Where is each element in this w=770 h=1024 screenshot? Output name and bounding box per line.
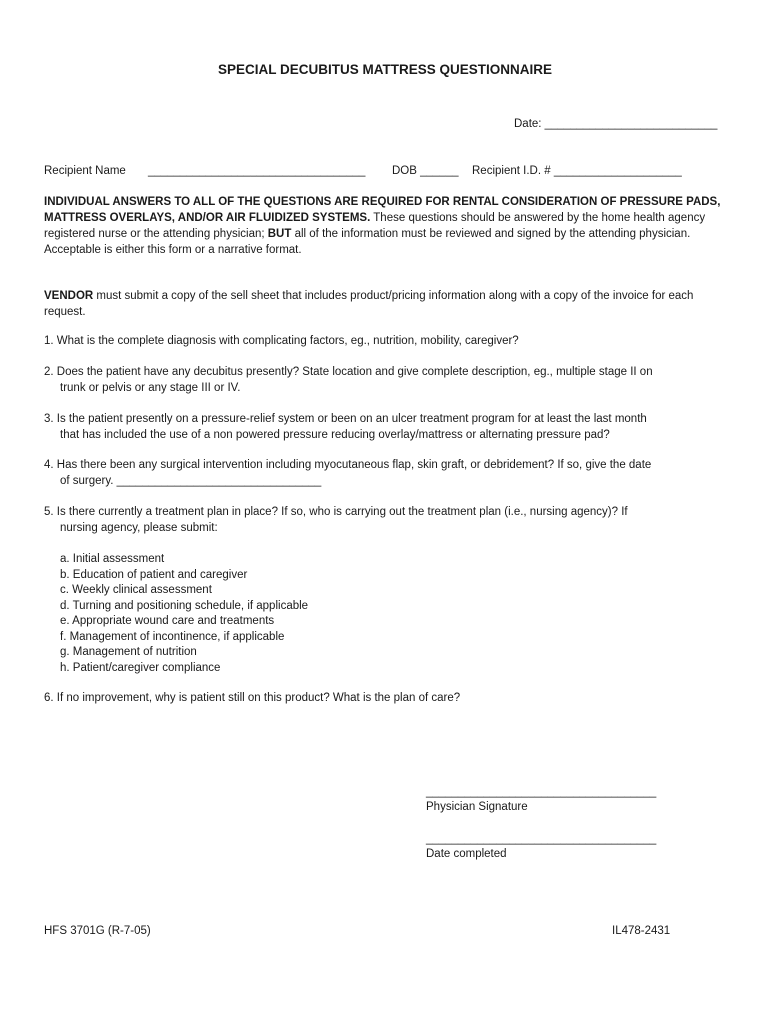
question-3-line-2: that has included the use of a non powered pressure reducing overlay/mattress or alternating pressure pad? [60, 429, 610, 441]
recipient-name-blank: __________________________________ [148, 165, 366, 177]
submit-list [60, 552, 308, 676]
vendor-paragraph [44, 288, 724, 320]
intro-text-2: all of the information must be reviewed and signed by the attending physician. Acceptable is either this form or a narrative format. [44, 228, 691, 256]
question-5-line-1: 5. Is there currently a treatment plan in place? If so, who is carrying out the treatment plan (i.e., nursing agency)? If [44, 506, 628, 518]
question-3-line-1: 3. Is the patient presently on a pressure-relief system or been on an ulcer treatment program for at least the last month [44, 413, 647, 425]
list-item: d. Turning and positioning schedule, if applicable [60, 599, 309, 612]
list-item: b. Education of patient and caregiver [60, 568, 248, 581]
list-item: c. Weekly clinical assessment [60, 584, 212, 596]
date-field: Date: ___________________________ [514, 118, 718, 130]
form-code: IL478-2431 [612, 925, 671, 937]
list-item: f. Management of incontinence, if applicable [60, 630, 285, 643]
form-id: HFS 3701G (R-7-05) [44, 925, 151, 937]
list-item: g. Management of nutrition [60, 646, 197, 658]
question-4-line-2: of surgery. ________________________________ [60, 475, 322, 487]
physician-signature-line: ____________________________________ [426, 786, 657, 798]
question-2-line-1: 2. Does the patient have any decubitus presently? State location and give complete description, eg., multiple stage II on [44, 366, 653, 378]
physician-signature-label: Physician Signature [426, 801, 528, 813]
recipient-id-field: Recipient I.D. # ____________________ [472, 165, 682, 177]
question-5-line-2: nursing agency, please submit: [60, 522, 218, 534]
date-completed-line: ____________________________________ [426, 833, 657, 845]
question-4-line-1: 4. Has there been any surgical intervention including myocutaneous flap, skin graft, or debridement? If so, give the date [44, 459, 652, 471]
form-title: SPECIAL DECUBITUS MATTRESS QUESTIONNAIRE [217, 62, 553, 77]
list-item: e. Appropriate wound care and treatments [60, 615, 275, 627]
recipient-name-label: Recipient Name [44, 165, 126, 177]
intro-paragraph [44, 194, 724, 258]
date-completed-label: Date completed [426, 848, 507, 860]
intro-text-1: These questions should be answered by the home health agency registered nurse or the attending physician; [44, 212, 706, 240]
intro-bold-text: INDIVIDUAL ANSWERS TO ALL OF THE QUESTIONS ARE REQUIRED FOR RENTAL CONSIDERATION OF PRESSURE PADS, MATTRESS OVERLAYS, AND/OR AIR FLUIDIZED SYSTEMS. [44, 196, 721, 224]
vendor-bold: VENDOR [44, 290, 94, 302]
question-1: 1. What is the complete diagnosis with complicating factors, eg., nutrition, mobility, caregiver? [44, 335, 519, 347]
question-2-line-2: trunk or pelvis or any stage III or IV. [60, 382, 241, 394]
question-6: 6. If no improvement, why is patient still on this product? What is the plan of care? [44, 692, 461, 704]
list-item: a. Initial assessment [60, 553, 165, 565]
vendor-text: must submit a copy of the sell sheet that includes product/pricing information along with a copy of the invoice for each request. [44, 290, 694, 318]
intro-but: BUT [267, 228, 292, 240]
list-item: h. Patient/caregiver compliance [60, 661, 221, 674]
dob-field: DOB ______ [392, 165, 459, 177]
